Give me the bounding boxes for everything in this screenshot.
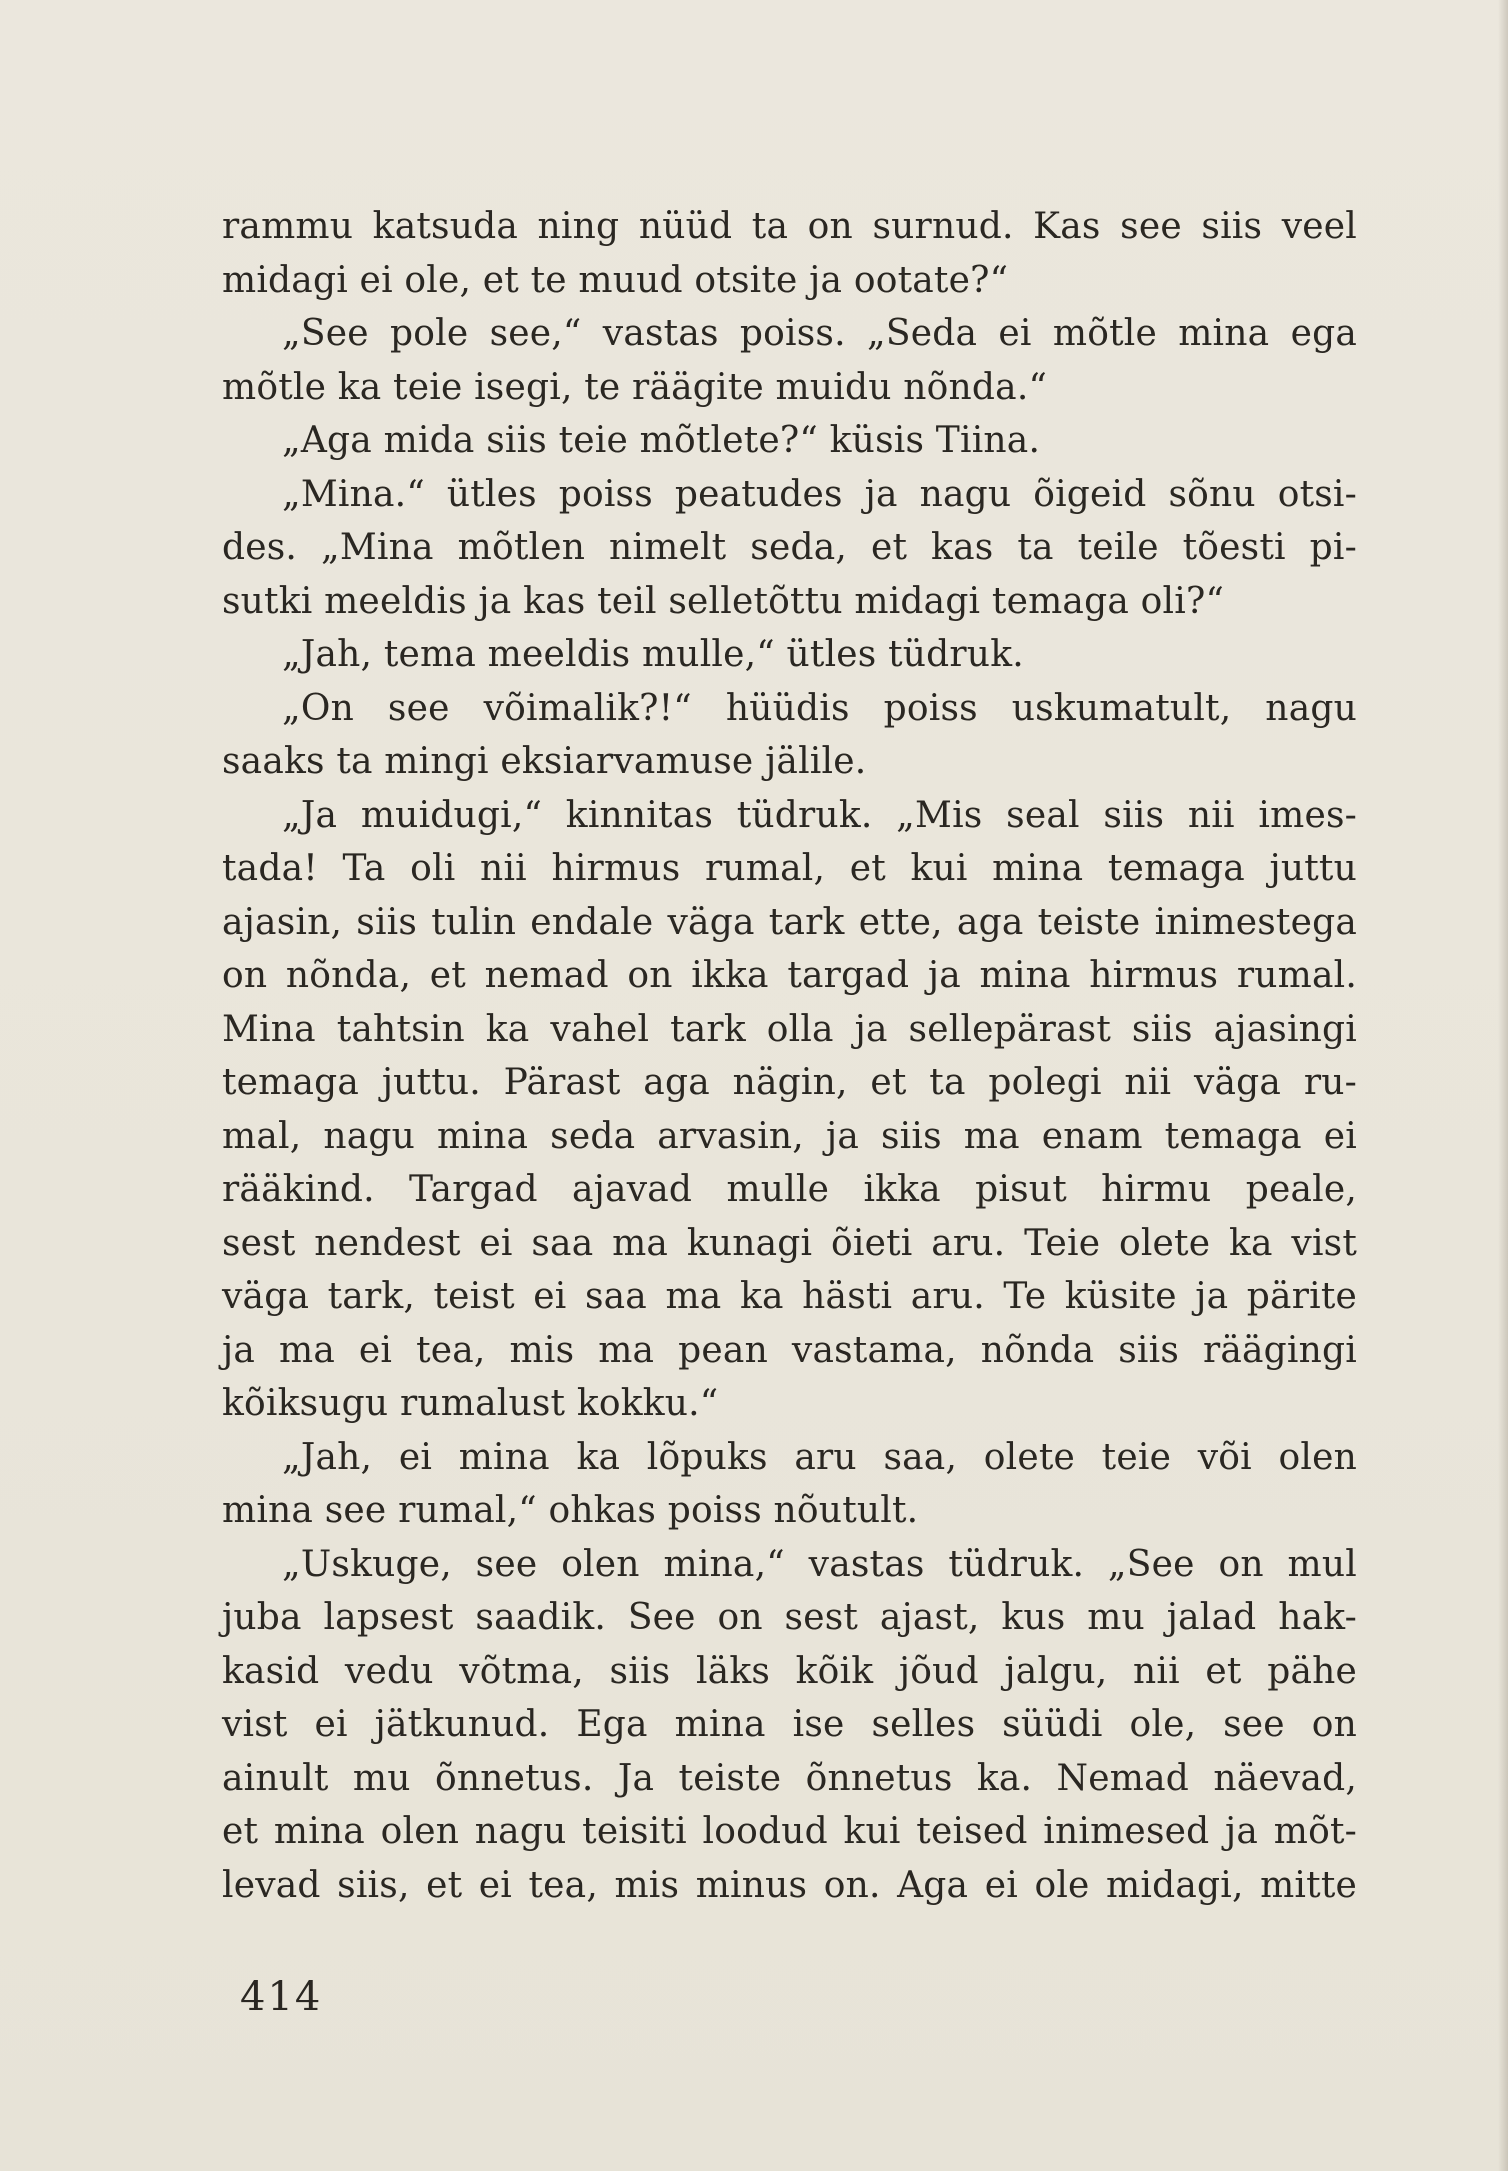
- text-line: mal, nagu mina seda arvasin, ja siis ma enam temaga ei: [222, 1115, 1357, 1157]
- text-line: sutki meeldis ja kas teil selletõttu midagi temaga oli?“: [222, 580, 1225, 622]
- text-line: „Uskuge, see olen mina,“ vastas tüdruk. „See on mul: [282, 1543, 1357, 1585]
- text-line: „Jah, ei mina ka lõpuks aru saa, olete teie või olen: [282, 1436, 1357, 1478]
- text-line: ajasin, siis tulin endale väga tark ette, aga teiste inimestega: [222, 901, 1357, 943]
- text-line: „Mina.“ ütles poiss peatudes ja nagu õigeid sõnu otsi-: [282, 473, 1357, 515]
- text-line: rääkind. Targad ajavad mulle ikka pisut hirmu peale,: [222, 1169, 1357, 1210]
- text-line: mina see rumal,“ ohkas poiss nõutult.: [222, 1490, 919, 1531]
- body-text: [222, 200, 1357, 1912]
- text-line: „On see võimalik?!“ hüüdis poiss uskumatult, nagu: [282, 687, 1357, 729]
- text-line: et mina olen nagu teisiti loodud kui teised inimesed ja mõt-: [222, 1811, 1357, 1852]
- text-line: Mina tahtsin ka vahel tark olla ja sellepärast siis ajasingi: [222, 1008, 1357, 1050]
- page-edge-shadow: [1498, 0, 1508, 2171]
- text-line: sest nendest ei saa ma kunagi õieti aru. Teie olete ka vist: [222, 1222, 1357, 1264]
- text-line: tada! Ta oli nii hirmus rumal, et kui mina temaga juttu: [222, 848, 1357, 889]
- text-line: mõtle ka teie isegi, te räägite muidu nõnda.“: [222, 366, 1048, 408]
- text-line: kasid vedu võtma, siis läks kõik jõud jalgu, nii et pähe: [222, 1650, 1357, 1692]
- text-line: „Ja muidugi,“ kinnitas tüdruk. „Mis seal siis nii imes-: [282, 794, 1357, 836]
- text-line: „See pole see,“ vastas poiss. „Seda ei mõtle mina ega: [282, 313, 1357, 354]
- text-line: vist ei jätkunud. Ega mina ise selles süüdi ole, see on: [222, 1704, 1357, 1745]
- text-line: midagi ei ole, et te muud otsite ja ootate?“: [222, 259, 1009, 301]
- text-line: ainult mu õnnetus. Ja teiste õnnetus ka. Nemad näevad,: [222, 1757, 1357, 1799]
- text-line: temaga juttu. Pärast aga nägin, et ta polegi nii väga ru-: [222, 1062, 1357, 1103]
- text-line: levad siis, et ei tea, mis minus on. Aga ei ole midagi, mitte: [222, 1864, 1357, 1906]
- text-line: „Aga mida siis teie mõtlete?“ küsis Tiina.: [282, 420, 1041, 461]
- text-line: saaks ta mingi eksiarvamuse jälile.: [222, 741, 867, 782]
- text-line: des. „Mina mõtlen nimelt seda, et kas ta teile tõesti pi-: [222, 527, 1357, 568]
- page-number: 414: [240, 1974, 323, 2020]
- text-line: „Jah, tema meeldis mulle,“ ütles tüdruk.: [282, 634, 1024, 675]
- text-line: juba lapsest saadik. See on sest ajast, kus mu jalad hak-: [222, 1597, 1357, 1638]
- text-line: on nõnda, et nemad on ikka targad ja mina hirmus rumal.: [222, 955, 1357, 996]
- text-line: rammu katsuda ning nüüd ta on surnud. Kas see siis veel: [222, 206, 1357, 247]
- text-line: kõiksugu rumalust kokku.“: [222, 1383, 719, 1424]
- text-line: väga tark, teist ei saa ma ka hästi aru. Te küsite ja pärite: [222, 1276, 1357, 1317]
- text-line: ja ma ei tea, mis ma pean vastama, nõnda siis räägingi: [222, 1329, 1357, 1371]
